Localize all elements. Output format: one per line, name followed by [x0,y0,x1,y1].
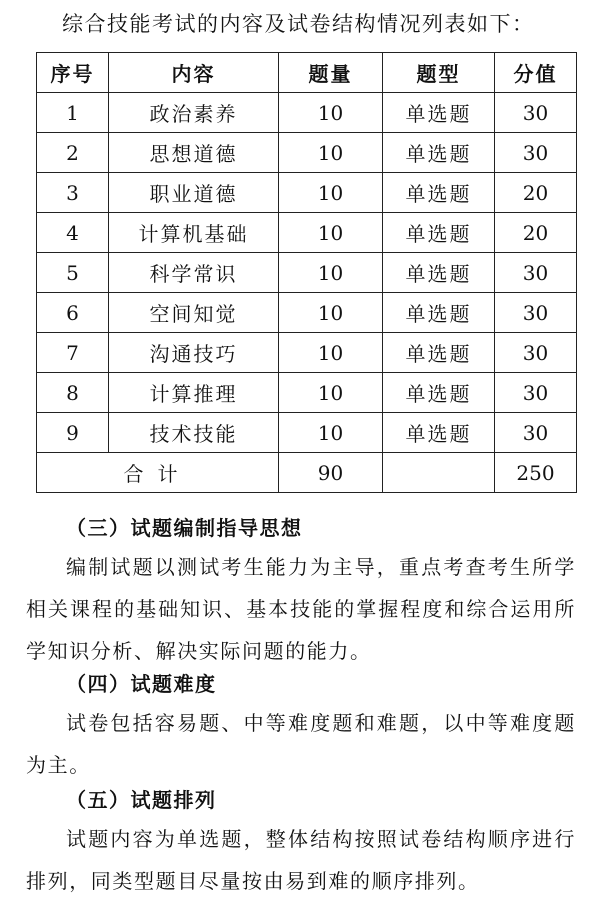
cell-type: 单选题 [383,173,495,213]
cell-count: 10 [279,413,383,453]
cell-type: 单选题 [383,293,495,333]
table-total-row [37,453,577,493]
cell-no: 1 [37,93,109,133]
cell-score: 30 [495,333,577,373]
header-type: 题型 [383,53,495,93]
cell-count: 10 [279,173,383,213]
cell-score: 30 [495,133,577,173]
cell-type: 单选题 [383,93,495,133]
table-row [37,253,577,293]
cell-type: 单选题 [383,133,495,173]
section-text-guideline: 编制试题以测试考生能力为主导，重点考查考生所学相关课程的基础知识、基本技能的掌握程度和综合运用所学知识分析、解决实际问题的能力。 [26,555,576,663]
total-score: 250 [495,453,577,493]
cell-score: 30 [495,93,577,133]
cell-content: 科学常识 [109,253,279,293]
cell-no: 6 [37,293,109,333]
cell-content: 技术技能 [109,413,279,453]
section-text-order: 试题内容为单选题，整体结构按照试卷结构顺序进行排列，同类型题目尽量按由易到难的顺序排列。 [26,827,576,893]
cell-content: 空间知觉 [109,293,279,333]
section-heading-difficulty: （四）试题难度 [66,672,217,696]
table-row [37,373,577,413]
table-header-row [37,53,577,93]
header-content: 内容 [109,53,279,93]
cell-count: 10 [279,293,383,333]
cell-content: 计算推理 [109,373,279,413]
cell-content: 政治素养 [109,93,279,133]
cell-score: 20 [495,213,577,253]
cell-no: 4 [37,213,109,253]
cell-type: 单选题 [383,253,495,293]
cell-no: 9 [37,413,109,453]
cell-type: 单选题 [383,373,495,413]
cell-count: 10 [279,93,383,133]
total-label: 合计 [37,453,279,493]
section-text-difficulty: 试卷包括容易题、中等难度题和难题，以中等难度题为主。 [26,711,576,777]
header-score: 分值 [495,53,577,93]
cell-no: 8 [37,373,109,413]
table-row [37,213,577,253]
cell-no: 7 [37,333,109,373]
total-count: 90 [279,453,383,493]
table-row [37,293,577,333]
cell-no: 5 [37,253,109,293]
cell-no: 2 [37,133,109,173]
total-type [383,453,495,493]
cell-score: 30 [495,373,577,413]
cell-score: 30 [495,253,577,293]
cell-score: 20 [495,173,577,213]
cell-count: 10 [279,253,383,293]
cell-count: 10 [279,213,383,253]
intro-text: 综合技能考试的内容及试卷结构情况列表如下： [62,12,535,36]
table-row [37,133,577,173]
table-row [37,93,577,133]
cell-content: 职业道德 [109,173,279,213]
cell-count: 10 [279,373,383,413]
cell-count: 10 [279,333,383,373]
cell-type: 单选题 [383,213,495,253]
cell-count: 10 [279,133,383,173]
cell-type: 单选题 [383,333,495,373]
cell-content: 计算机基础 [109,213,279,253]
cell-content: 思想道德 [109,133,279,173]
cell-score: 30 [495,293,577,333]
table-row [37,173,577,213]
cell-no: 3 [37,173,109,213]
exam-structure-table [36,52,577,493]
header-count: 题量 [279,53,383,93]
section-heading-guideline: （三）试题编制指导思想 [66,516,303,540]
header-no: 序号 [37,53,109,93]
table-row [37,333,577,373]
section-heading-order: （五）试题排列 [66,788,217,812]
cell-type: 单选题 [383,413,495,453]
table-row [37,413,577,453]
cell-score: 30 [495,413,577,453]
cell-content: 沟通技巧 [109,333,279,373]
